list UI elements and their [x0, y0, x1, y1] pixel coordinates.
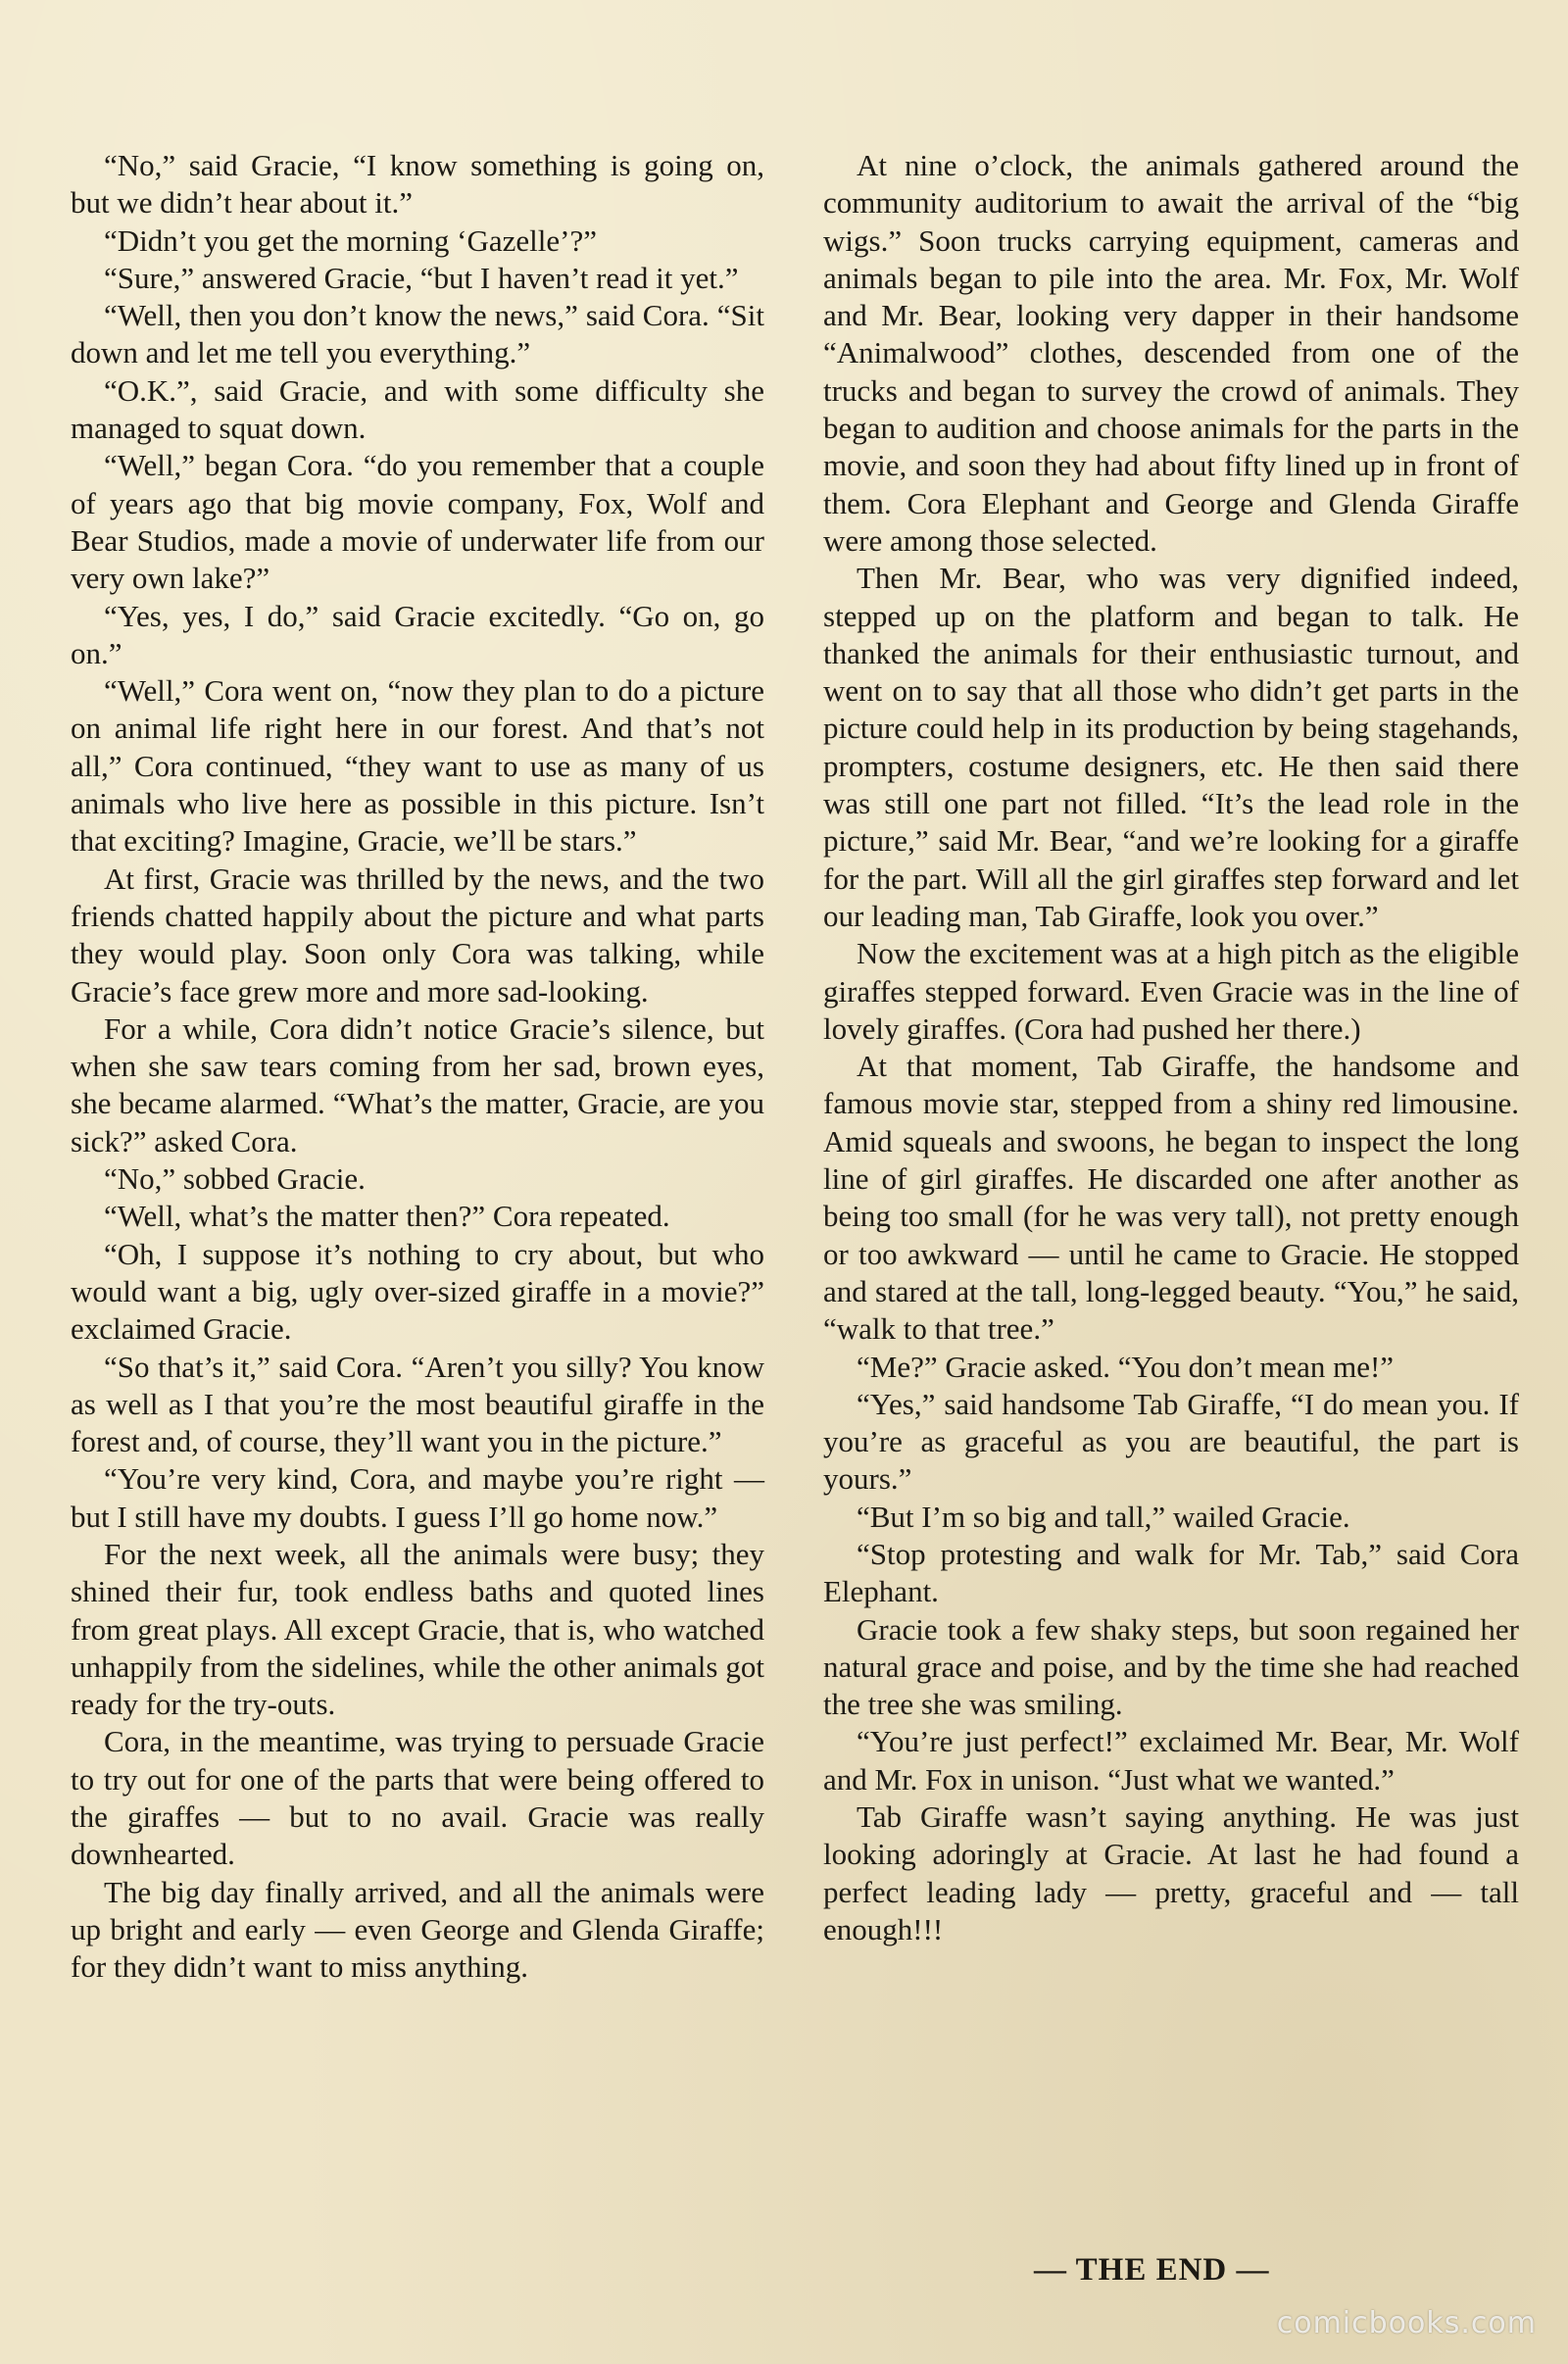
paragraph: “You’re very kind, Cora, and maybe you’re right — but I still have my doubts. I guess I’ll go home now.”: [71, 1461, 764, 1534]
watermark: comicbooks.com: [1276, 2306, 1537, 2340]
paragraph: At that moment, Tab Giraffe, the handsome and famous movie star, stepped from a shiny red limousine. Amid squeals and swoons, he began to inspect the long line of girl giraffes. He discarded one after another as being too small (for he was very tall), not pretty enough or too awkward — until he came to Gracie. He stopped and stared at the tall, long-legged beauty. “You,” he said, “walk to that tree.”: [823, 1049, 1519, 1347]
paragraph: Gracie took a few shaky steps, but soon regained her natural grace and poise, and by the time she had reached the tree she was smiling.: [823, 1611, 1519, 1722]
paragraph: “No,” said Gracie, “I know something is going on, but we didn’t hear about it.”: [71, 148, 764, 221]
paragraph: At first, Gracie was thrilled by the news, and the two friends chatted happily about the picture and what parts they would play. Soon only Cora was talking, while Gracie’s face grew more and more sad-looking.: [71, 861, 764, 1009]
story-column-right: [823, 147, 1519, 1948]
paragraph: “You’re just perfect!” exclaimed Mr. Bear, Mr. Wolf and Mr. Fox in unison. “Just what we wanted.”: [823, 1724, 1519, 1797]
paragraph: “O.K.”, said Gracie, and with some difficulty she managed to squat down.: [71, 372, 764, 446]
paragraph: “Me?” Gracie asked. “You don’t mean me!”: [857, 1349, 1395, 1384]
paragraph: “No,” sobbed Gracie.: [104, 1161, 366, 1197]
paragraph: “Stop protesting and walk for Mr. Tab,” said Cora Elephant.: [823, 1536, 1519, 1609]
paragraph: Tab Giraffe wasn’t saying anything. He was just looking adoringly at Gracie. At last he had found a perfect leading lady — pretty, graceful and — tall enough!!!: [823, 1799, 1519, 1946]
paragraph: Now the excitement was at a high pitch as the eligible giraffes stepped forward. Even Gracie was in the line of lovely giraffes. (Cora had pushed her there.): [823, 936, 1519, 1046]
paragraph: “Didn’t you get the morning ‘Gazelle’?”: [104, 222, 597, 258]
paragraph: “Well, then you don’t know the news,” said Cora. “Sit down and let me tell you everything.”: [71, 298, 764, 370]
paragraph: Cora, in the meantime, was trying to persuade Gracie to try out for one of the parts that were being offered to the giraffes — but to no avail. Gracie was really downhearted.: [71, 1724, 764, 1872]
paragraph: “Yes, yes, I do,” said Gracie excitedly. “Go on, go on.”: [71, 598, 764, 670]
paragraph: “Well, what’s the matter then?” Cora repeated.: [104, 1199, 670, 1234]
paragraph: “Well,” Cora went on, “now they plan to do a picture on animal life right here in our forest. And that’s not all,” Cora continued, “they want to use as many of us animals who live here as possible in this picture. Isn’t that exciting? Imagine, Gracie, we’ll be stars.”: [71, 673, 764, 859]
paragraph: “Well,” began Cora. “do you remember that a couple of years ago that big movie company, Fox, Wolf and Bear Studios, made a movie of underwater life from our very own lake?”: [71, 448, 764, 596]
paragraph: “So that’s it,” said Cora. “Aren’t you silly? You know as well as I that you’re the most beautiful giraffe in the forest and, of course, they’ll want you in the picture.”: [71, 1349, 764, 1459]
paragraph: For a while, Cora didn’t notice Gracie’s silence, but when she saw tears coming from her sad, brown eyes, she became alarmed. “What’s the matter, Gracie, are you sick?” asked Cora.: [71, 1010, 764, 1158]
the-end-label: — THE END —: [1034, 2252, 1270, 2288]
paragraph: For the next week, all the animals were busy; they shined their fur, took endless baths and quoted lines from great plays. All except Gracie, that is, who watched unhappily from the sidelines, while the other animals got ready for the try-outs.: [71, 1536, 764, 1722]
paragraph: “Sure,” answered Gracie, “but I haven’t read it yet.”: [104, 260, 739, 295]
paragraph: At nine o’clock, the animals gathered around the community auditorium to await the arrival of the “big wigs.” Soon trucks carrying equipment, cameras and animals began to pile into the area. Mr. Fox, Mr. Wolf and Mr. Bear, looking very dapper in their handsome “Animalwood” clothes, descended from one of the trucks and began to survey the crowd of animals. They began to audition and choose animals for the parts in the movie, and soon they had about fifty lined up in front of them. Cora Elephant and George and Glenda Giraffe were among those selected.: [823, 148, 1519, 558]
paragraph: The big day finally arrived, and all the animals were up bright and early — even George and Glenda Giraffe; for they didn’t want to miss anything.: [71, 1874, 764, 1985]
paragraph: “Oh, I suppose it’s nothing to cry about, but who would want a big, ugly over-sized giraffe in a movie?” exclaimed Gracie.: [71, 1236, 764, 1347]
story-column-left: [71, 147, 764, 1987]
paragraph: “Yes,” said handsome Tab Giraffe, “I do mean you. If you’re as graceful as you are beautiful, the part is yours.”: [823, 1386, 1519, 1497]
paragraph: “But I’m so big and tall,” wailed Gracie.: [857, 1499, 1350, 1534]
paragraph: Then Mr. Bear, who was very dignified indeed, stepped up on the platform and began to talk. He thanked the animals for their enthusiastic turnout, and went on to say that all those who didn’t get parts in the picture could help in its production by being stagehands, prompters, costume designers, etc. He then said there was still one part not filled. “It’s the lead role in the picture,” said Mr. Bear, “and we’re looking for a giraffe for the part. Will all the girl giraffes step forward and let our leading man, Tab Giraffe, look you over.”: [823, 561, 1519, 933]
